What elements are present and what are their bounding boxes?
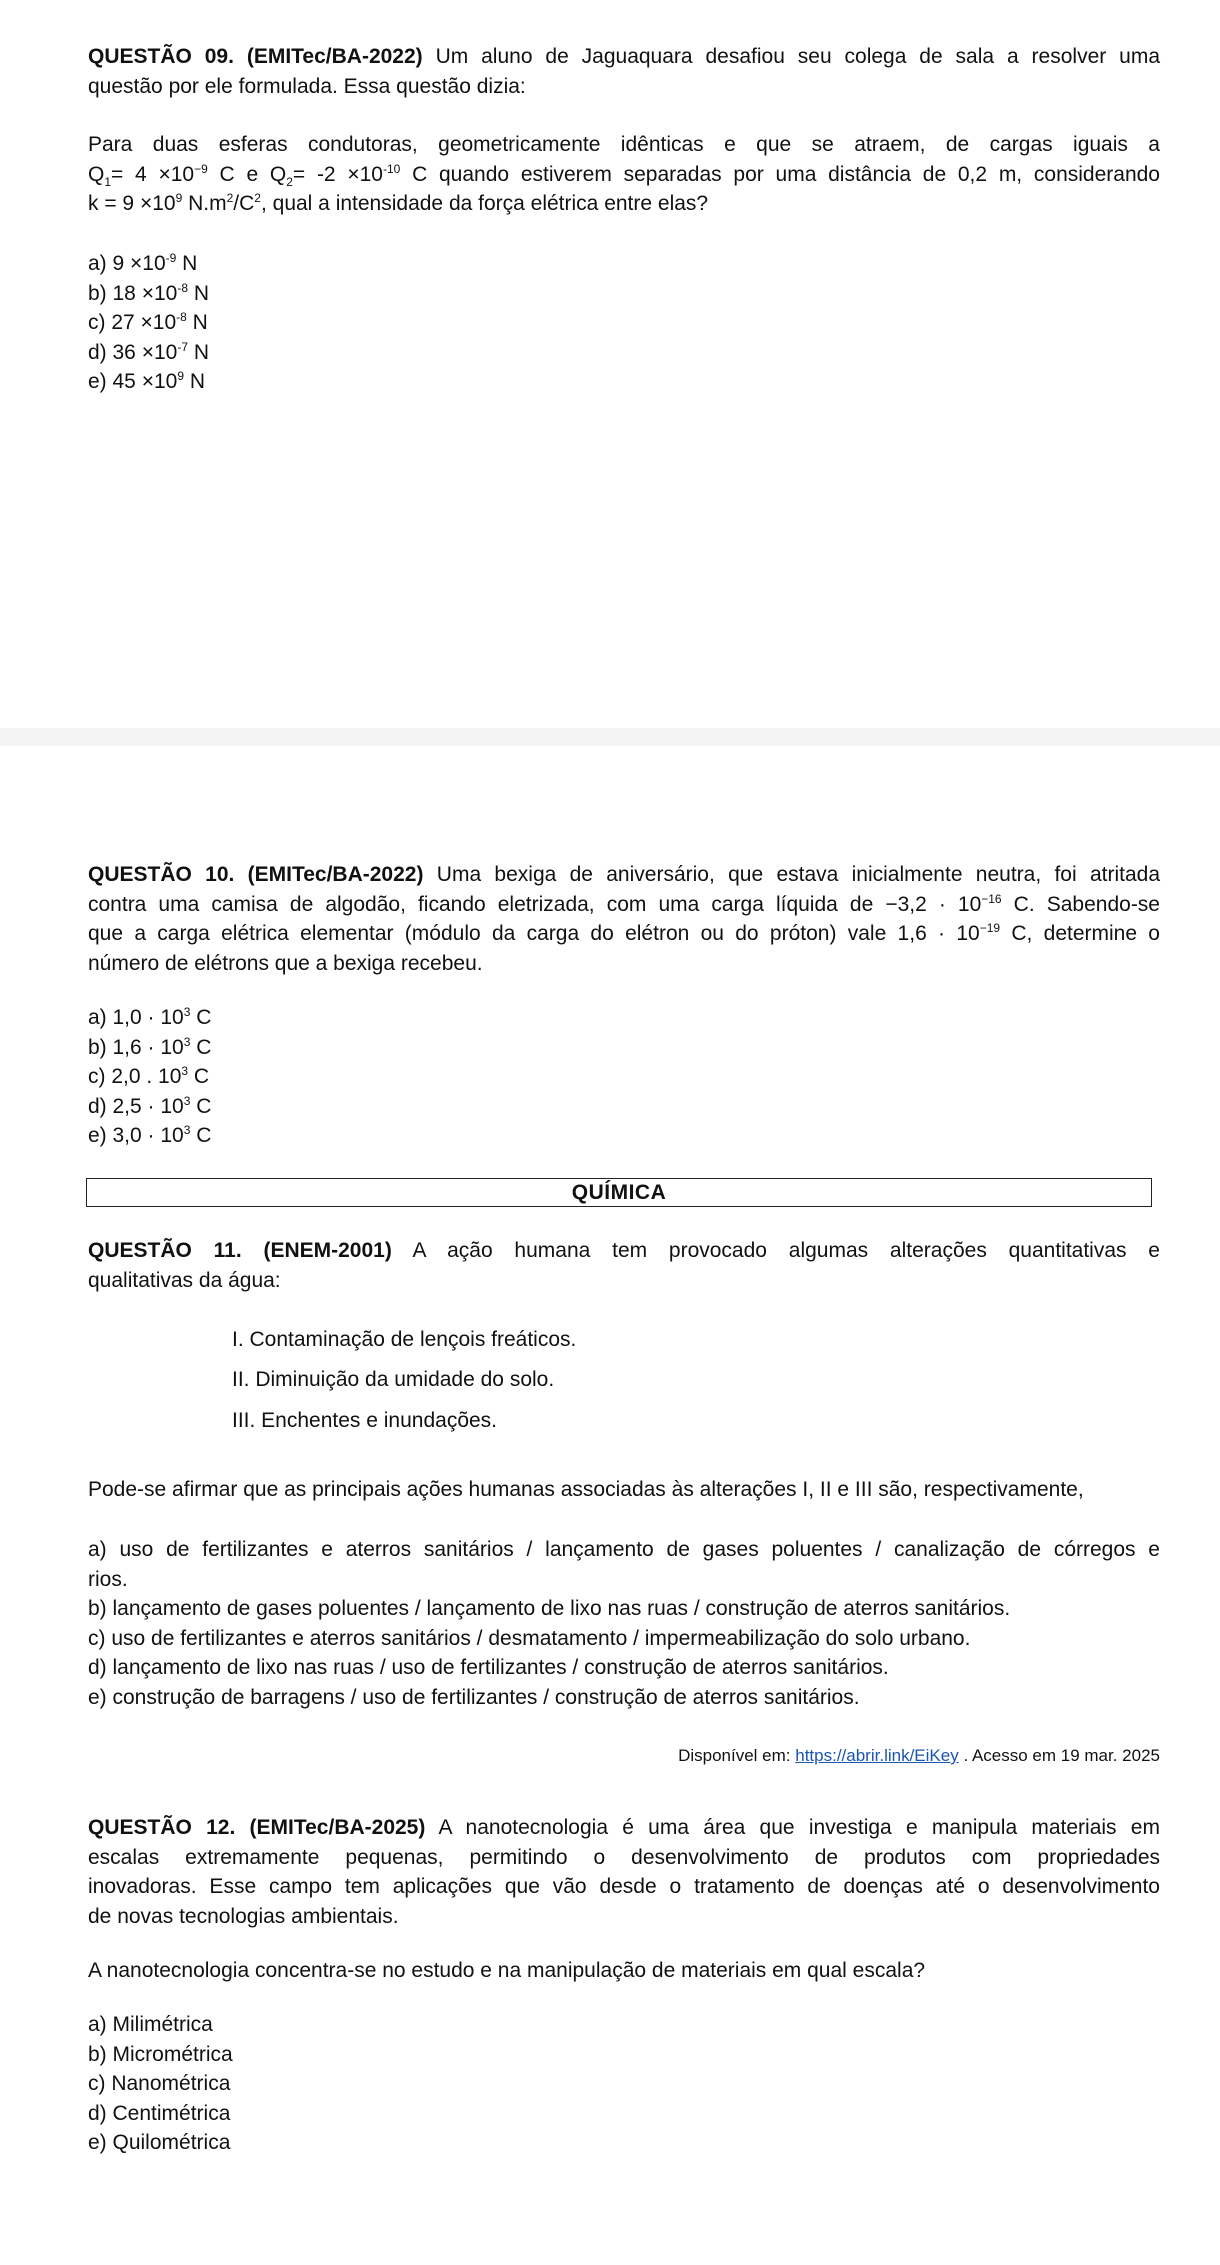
question-11-line: qualitativas da água: [88, 1268, 281, 1292]
question-09-label: QUESTÃO 09. (EMITec/BA-2022) [88, 45, 423, 68]
option-item: a) uso de fertilizantes e aterros sanitários / lançamento de gases poluentes / canalização de córregos e [88, 1538, 1160, 1561]
option-item: a) $1,0 \cdot 10^3$ C [88, 1005, 212, 1029]
question-09-options [88, 249, 1160, 397]
option-item: d) lançamento de lixo nas ruas / uso de fertilizantes / construção de aterros sanitários. [88, 1656, 889, 1679]
section-title-quimica: QUÍMICA [86, 1178, 1152, 1207]
option-item: c) 2,0 . $10^3$ C [88, 1064, 210, 1088]
page-break [0, 728, 1220, 746]
option-item: b) lançamento de gases poluentes / lançamento de lixo nas ruas / construção de aterros sanitários. [88, 1597, 1011, 1620]
option-item: b) $18 \times 10^{-8}$ N [88, 280, 209, 305]
roman-item-2: II. Diminuição da umidade do solo. [232, 1368, 555, 1391]
option-item: e) construção de barragens / uso de fertilizantes / construção de aterros sanitários. [88, 1685, 860, 1709]
question-11-statement: Pode-se afirmar que as principais ações humanas associadas às alterações I, II e III são, respectivamente, [88, 1478, 1084, 1501]
question-12-line: de novas tecnologias ambientais. [88, 1904, 399, 1928]
question-10 [88, 860, 1160, 978]
question-09-intro-line: questão por ele formulada. Essa questão dizia: [88, 74, 526, 98]
question-12-options [88, 2010, 1160, 2158]
question-12-line: escalas extremamente pequenas, permitindo o desenvolvimento de produtos com propriedades [88, 1845, 1160, 1869]
question-10-line: contra uma camisa de algodão, ficando eletrizada, com uma carga líquida de $-3,2 \cdot 10^{-16}$ C. Sabendo-se [88, 891, 1160, 916]
page-1 [0, 0, 1220, 728]
question-10-line: número de elétrons que a bexiga recebeu. [88, 951, 483, 975]
question-10-label: QUESTÃO 10. (EMITec/BA-2022) [88, 863, 424, 886]
source-citation: Disponível em: https://abrir.link/EiKey . Acesso em 19 mar. 2025 [678, 1746, 1160, 1765]
option-item: b) Micrométrica [88, 2042, 233, 2066]
question-11-line: QUESTÃO 11. (ENEM-2001) A ação humana tem provocado algumas alterações quantitativas e [88, 1239, 1160, 1262]
question-09-intro-line: Um aluno de Jaguaquara desafiou seu colega de sala a resolver uma [435, 45, 1160, 68]
option-item: d) Centimétrica [88, 2101, 231, 2125]
option-item: e) Quilométrica [88, 2131, 231, 2154]
question-12-line: QUESTÃO 12. (EMITec/BA-2025) A nanotecnologia é uma área que investiga e manipula materiais em [88, 1816, 1160, 1839]
question-09-body-line: Para duas esferas condutoras, geometricamente idênticas e que se atraem, de cargas iguais a [88, 133, 1160, 156]
option-item: a) $9 \times 10^{-9}$ N [88, 251, 198, 275]
question-09-body-line: $k = 9 \times 10^9$ $N.m^2/C^2$, qual a intensidade da força elétrica entre elas? [88, 191, 709, 215]
question-10-options [88, 1003, 1160, 1151]
question-09-body [88, 130, 1160, 219]
question-12 [88, 1813, 1160, 1931]
question-11-options [88, 1535, 1160, 1712]
option-item: b) $1,6 \cdot 10^3$ C [88, 1034, 212, 1059]
question-11-label: QUESTÃO 11. (ENEM-2001) [88, 1239, 392, 1262]
roman-item-3: III. Enchentes e inundações. [232, 1409, 498, 1432]
question-11 [88, 1236, 1160, 1295]
option-item: c) Nanométrica [88, 2072, 231, 2095]
question-09-body-line: $Q_1= 4 \times 10^{-9}$ C e $Q_2= -2 \times 10^{-10}$ C quando estiverem separadas por uma distância de 0,2 m, considerando [88, 161, 1160, 189]
option-item: e) $45 \times 10^9$ N [88, 369, 206, 393]
question-09-intro [88, 42, 1160, 101]
option-item: a) Milimétrica [88, 2013, 213, 2036]
question-10-line: que a carga elétrica elementar (módulo da carga do elétron ou do próton) vale $1,6 \cdot 10^{-19}$ C, determine o [88, 921, 1160, 945]
source-link[interactable]: https://abrir.link/EiKey [795, 1746, 959, 1765]
option-item: d) $2,5 \cdot 10^3$ C [88, 1093, 212, 1118]
question-12-label: QUESTÃO 12. (EMITec/BA-2025) [88, 1816, 426, 1839]
question-10-line: QUESTÃO 10. (EMITec/BA-2022) Uma bexiga de aniversário, que estava inicialmente neutra, foi atritada [88, 863, 1160, 886]
roman-item-1: I. Contaminação de lençois freáticos. [232, 1328, 577, 1351]
question-12-prompt: A nanotecnologia concentra-se no estudo e na manipulação de materiais em qual escala? [88, 1959, 926, 1982]
option-item: c) $27 \times 10^{-8}$ N [88, 310, 208, 334]
option-item: d) $36 \times 10^{-7}$ N [88, 339, 209, 364]
option-item: c) uso de fertilizantes e aterros sanitários / desmatamento / impermeabilização do solo urbano. [88, 1626, 971, 1650]
option-item-continuation: rios. [88, 1567, 128, 1591]
option-item: e) $3,0 \cdot 10^3$ C [88, 1123, 212, 1147]
question-12-line: inovadoras. Esse campo tem aplicações que vão desde o tratamento de doenças até o desenvolvimento [88, 1875, 1160, 1898]
